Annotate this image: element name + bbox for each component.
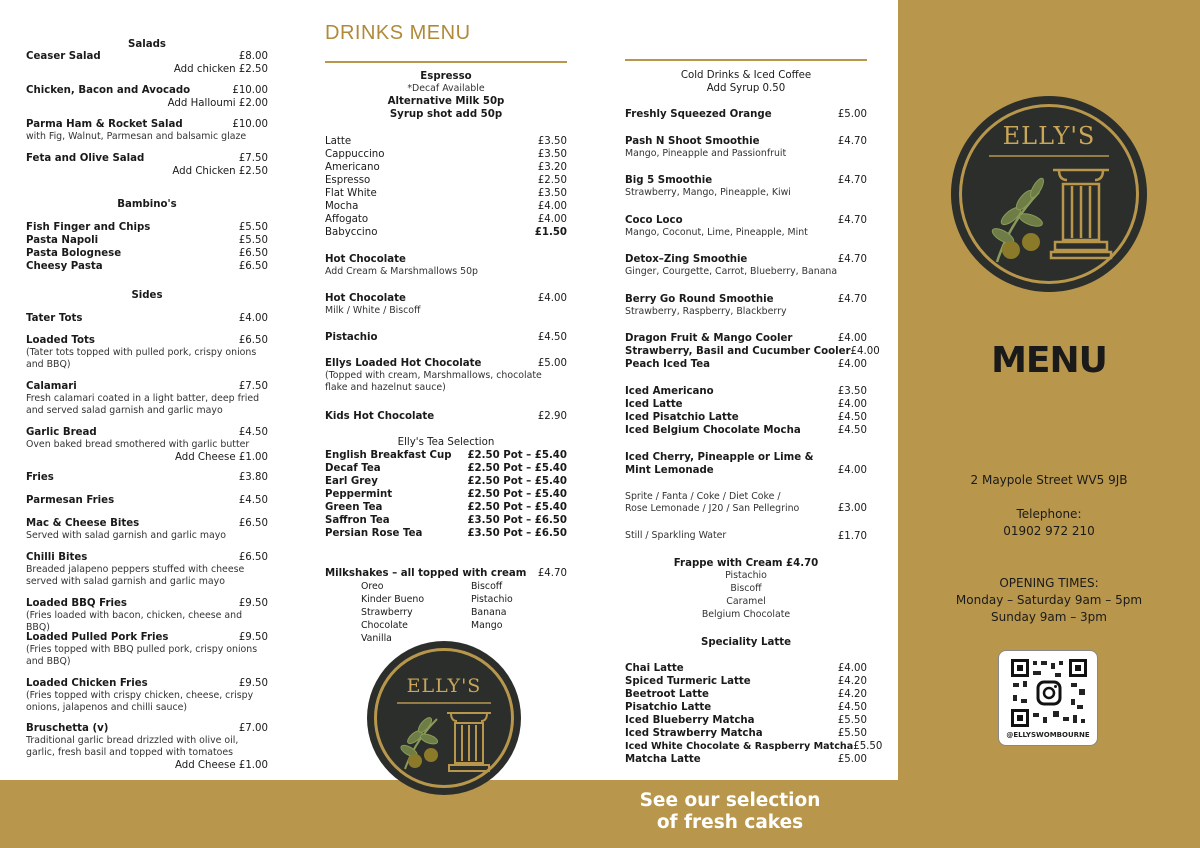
salads-heading: Salads bbox=[128, 39, 166, 50]
menu-item: Sprite / Fanta / Coke / Diet Coke / Rose Lemonade / J20 / San Pellegrino £3.00 bbox=[625, 491, 867, 514]
instagram-handle: @ELLYSWOMBOURNE bbox=[1006, 731, 1090, 739]
telephone-number: 01902 972 210 bbox=[1003, 524, 1095, 538]
logo-text: ELLY'S bbox=[406, 675, 482, 697]
menu-item: Still / Sparkling Water £1.70 bbox=[625, 530, 867, 542]
menu-item: Loaded Chicken Fries £9.50 (Fries topped with crispy chicken, cheese, crispy onions, jalapenos and chilli sauce) bbox=[26, 678, 268, 713]
menu-item: Iced Cherry, Pineapple or Lime & Mint Lemonade £4.00 bbox=[625, 452, 867, 476]
menu-item: Mac & Cheese Bites £6.50 Served with salad garnish and garlic mayo bbox=[26, 518, 268, 541]
menu-item: Detox–Zing Smoothie £4.70 Ginger, Courgette, Carrot, Blueberry, Banana bbox=[625, 254, 867, 277]
address: 2 Maypole Street WV5 9JB bbox=[970, 473, 1128, 487]
coffee-list: Latte £3.50 Cappuccino £3.50 Americano £3.20 Espresso £2.50 Flat White £3.50 Mocha £4.00 Affogato £4.00 Babyccino £1.50 bbox=[325, 136, 567, 238]
telephone-label: Telephone: bbox=[1016, 507, 1082, 521]
qr-code-card[interactable] bbox=[998, 650, 1098, 746]
menu-item: Loaded Tots £6.50 (Tater tots topped with pulled pork, crispy onions and BBQ) bbox=[26, 335, 268, 370]
logo-large bbox=[951, 96, 1147, 292]
menu-item: Calamari £7.50 Fresh calamari coated in a light batter, deep fried and served salad garnish and garlic mayo bbox=[26, 381, 268, 416]
opening-weekdays: Monday – Saturday 9am – 5pm bbox=[955, 593, 1143, 607]
tea-list: English Breakfast Cup £2.50 Pot – £5.40 Decaf Tea £2.50 Pot – £5.40 Earl Grey £2.50 Pot – £5.40 Peppermint £2.50 Pot – £5.40 Green Tea £2.50 Pot – £5.40 Saffron Tea £3.50 Pot – £6.50 Persian Rose Tea £3.50 Pot – £6.50 bbox=[325, 450, 567, 539]
divider bbox=[625, 59, 867, 61]
menu-item: Bruschetta (v) £7.00 Traditional garlic bread drizzled with olive oil, garlic, fresh basil and topped with tomatoes Add Cheese £1.00 bbox=[26, 723, 268, 771]
milkshakes: Milkshakes – all topped with cream £4.70 Oreo Biscoff Kinder Bueno Pistachio Strawberry Banana Chocolate Mango Vanilla bbox=[325, 568, 567, 644]
opening-sunday: Sunday 9am – 3pm bbox=[991, 610, 1107, 624]
drinks-menu-title: DRINKS MENU bbox=[325, 22, 471, 44]
menu-item: Hot Chocolate Add Cream & Marshmallows 50p bbox=[325, 254, 478, 277]
iced-coffee-list: Iced Americano £3.50 Iced Latte £4.00 Iced Pisatchio Latte £4.50 Iced Belgium Chocolate Mocha £4.50 bbox=[625, 386, 867, 436]
menu-item: Tater Tots £4.00 bbox=[26, 313, 268, 324]
menu-item: Pash N Shoot Smoothie £4.70 Mango, Pineapple and Passionfruit bbox=[625, 136, 867, 159]
frappe: Frappe with Cream £4.70 Pistachio Biscoff Caramel Belgium Chocolate bbox=[673, 558, 819, 620]
opening-label: OPENING TIMES: bbox=[999, 576, 1099, 590]
menu-item: Ceaser Salad £8.00 Add chicken £2.50 bbox=[26, 51, 268, 75]
speciality-list: Chai Latte £4.00 Spiced Turmeric Latte £4.20 Beetroot Latte £4.20 Pisatchio Latte £4.50 Iced Blueberry Matcha £5.50 Iced Strawberry Matcha £5.50 Iced White Chocolate & Raspberry Matcha £5.50 Matcha Latte £5.00 bbox=[625, 663, 883, 765]
olive-column-icon bbox=[367, 641, 521, 795]
menu-item: Loaded BBQ Fries £9.50 (Fries loaded with bacon, chicken, cheese and BBQ) bbox=[26, 598, 268, 633]
bambinos-list: Fish Finger and Chips £5.50 Pasta Napoli £5.50 Pasta Bolognese £6.50 Cheesy Pasta £6.50 bbox=[26, 222, 268, 272]
bambinos-heading: Bambino's bbox=[117, 199, 177, 210]
menu-item: Chilli Bites £6.50 Breaded jalapeno peppers stuffed with cheese served with salad garnish and garlic mayo bbox=[26, 552, 268, 587]
cakes-banner: See our selection of fresh cakes bbox=[639, 790, 821, 833]
cold-header: Cold Drinks & Iced Coffee Add Syrup 0.50 bbox=[680, 70, 812, 94]
logo-small bbox=[367, 641, 521, 795]
tea-heading: Elly's Tea Selection bbox=[397, 437, 495, 448]
menu-item: Fries £3.80 bbox=[26, 472, 268, 483]
menu-item: Freshly Squeezed Orange £5.00 bbox=[625, 109, 867, 120]
menu-item: Hot Chocolate £4.00 Milk / White / Biscoff bbox=[325, 293, 567, 316]
qr-code-icon bbox=[1011, 659, 1087, 727]
sides-heading: Sides bbox=[131, 290, 163, 301]
menu-item: Chicken, Bacon and Avocado £10.00 Add Halloumi £2.00 bbox=[26, 85, 268, 109]
menu-item: Kids Hot Chocolate £2.90 bbox=[325, 411, 567, 422]
menu-item: Garlic Bread £4.50 Oven baked bread smothered with garlic butter Add Cheese £1.00 bbox=[26, 427, 268, 463]
brand-panel bbox=[898, 0, 1200, 848]
menu-item: Ellys Loaded Hot Chocolate £5.00 (Topped with cream, Marshmallows, chocolate flake and hazelnut sauce) bbox=[325, 358, 567, 393]
divider bbox=[325, 61, 567, 63]
menu-item: Feta and Olive Salad £7.50 Add Chicken £2.50 bbox=[26, 153, 268, 177]
menu-item: Loaded Pulled Pork Fries £9.50 (Fries topped with BBQ pulled pork, crispy onions and BBQ) bbox=[26, 632, 268, 667]
olive-column-icon bbox=[951, 96, 1147, 292]
menu-item: Parma Ham & Rocket Salad £10.00 with Fig, Walnut, Parmesan and balsamic glaze bbox=[26, 119, 268, 142]
menu-item: Parmesan Fries £4.50 bbox=[26, 495, 268, 506]
logo-text: ELLY'S bbox=[1002, 122, 1096, 150]
coolers-list: Dragon Fruit & Mango Cooler £4.00 Strawberry, Basil and Cucumber Cooler £4.00 Peach Iced Tea £4.00 bbox=[625, 333, 880, 370]
espresso-header: Espresso *Decaf Available Alternative Milk 50p Syrup shot add 50p bbox=[387, 71, 505, 120]
speciality-heading: Speciality Latte bbox=[700, 637, 791, 648]
menu-item: Coco Loco £4.70 Mango, Coconut, Lime, Pineapple, Mint bbox=[625, 215, 867, 238]
menu-item: Pistachio £4.50 bbox=[325, 332, 567, 343]
menu-item: Berry Go Round Smoothie £4.70 Strawberry, Raspberry, Blackberry bbox=[625, 294, 867, 317]
menu-item: Big 5 Smoothie £4.70 Strawberry, Mango, Pineapple, Kiwi bbox=[625, 175, 867, 198]
menu-heading: MENU bbox=[991, 340, 1107, 381]
